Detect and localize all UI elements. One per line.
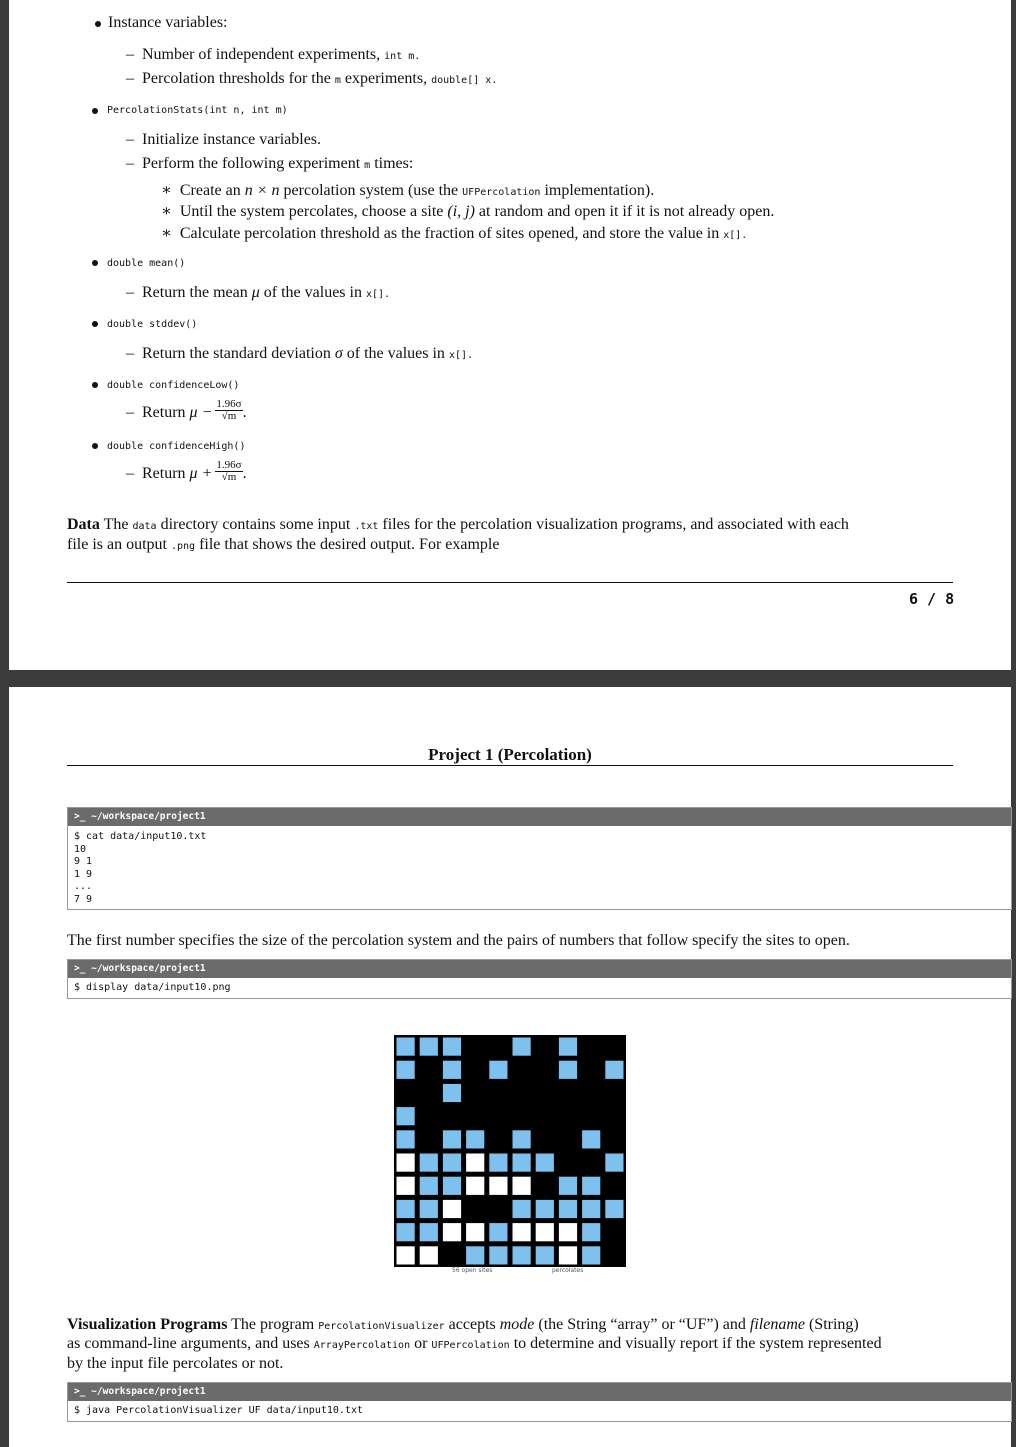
full-site-cell [559, 1038, 577, 1056]
full-site-cell [489, 1061, 507, 1079]
full-site-cell [489, 1246, 507, 1264]
full-site-cell [489, 1223, 507, 1241]
open-site-cell [466, 1223, 484, 1241]
full-site-cell [420, 1154, 438, 1172]
full-site-cell [420, 1038, 438, 1056]
confidence-low-description: – Return μ − $\frac{1.96\sigma}{√m}$ . [126, 398, 247, 422]
confidence-high-description: – Return μ + $\frac{1.96\sigma}{√m}$ . [126, 459, 247, 483]
terminal-output: $ cat data/input10.txt 10 9 1 1 9 ... 7 9 [74, 831, 207, 905]
sub-step: ∗ Until the system percolates, choose a site (i, j) at random and open it if it is not already open. [161, 203, 775, 220]
stddev-signature: double stddev() [107, 319, 198, 330]
instance-variables-heading: Instance variables: [108, 14, 228, 31]
bullet [92, 260, 98, 266]
open-site-cell [513, 1177, 531, 1195]
open-site-cell [397, 1246, 415, 1264]
open-site-cell [420, 1246, 438, 1264]
full-site-cell [536, 1246, 554, 1264]
instance-var-item: – Percolation thresholds for the m experiments, double[] x. [126, 70, 498, 87]
data-paragraph-line2: file is an output .png file that shows the desired output. For example [67, 536, 500, 553]
full-site-cell [443, 1130, 461, 1148]
open-site-cell [443, 1223, 461, 1241]
open-site-cell [559, 1223, 577, 1241]
full-site-cell [397, 1107, 415, 1125]
full-site-cell [443, 1061, 461, 1079]
data-paragraph-line1: Data The data directory contains some input .txt files for the percolation visualization programs, and associated with each [67, 516, 849, 533]
full-site-cell [513, 1130, 531, 1148]
open-site-cell [489, 1177, 507, 1195]
terminal-output: $ java PercolationVisualizer UF data/input10.txt [74, 1405, 363, 1416]
terminal-icon: >_ [74, 1386, 92, 1397]
instance-var-item: – Number of independent experiments, int m. [126, 46, 421, 63]
full-site-cell [582, 1246, 600, 1264]
open-site-cell [466, 1177, 484, 1195]
bullet [92, 321, 98, 327]
full-site-cell [605, 1061, 623, 1079]
sub-step: ∗ Create an n × n percolation system (use the UFPercolation implementation). [161, 182, 655, 199]
open-site-cell [536, 1223, 554, 1241]
full-site-cell [397, 1223, 415, 1241]
confidence-high-signature: double confidenceHigh() [107, 441, 246, 452]
full-site-cell [397, 1061, 415, 1079]
confidence-low-signature: double confidenceLow() [107, 380, 240, 391]
full-site-cell [420, 1223, 438, 1241]
full-site-cell [443, 1154, 461, 1172]
full-site-cell [605, 1154, 623, 1172]
full-site-cell [420, 1177, 438, 1195]
full-site-cell [443, 1177, 461, 1195]
header-rule [67, 765, 953, 766]
full-site-cell [513, 1154, 531, 1172]
terminal-header: >_ ~/workspace/project1 [68, 808, 1011, 826]
full-site-cell [513, 1246, 531, 1264]
full-site-cell [559, 1200, 577, 1218]
full-site-cell [582, 1130, 600, 1148]
terminal-output: $ display data/input10.png [74, 982, 231, 993]
figure-caption-status: percolates [552, 1267, 584, 1274]
full-site-cell [605, 1200, 623, 1218]
mean-description: – Return the mean μ of the values in x[]. [126, 284, 391, 301]
figure-caption-open-sites: 56 open sites [452, 1267, 493, 1274]
percolation-figure [394, 1035, 626, 1275]
bullet [92, 382, 98, 388]
full-site-cell [489, 1154, 507, 1172]
full-site-cell [443, 1084, 461, 1102]
terminal-header: >_ ~/workspace/project1 [68, 960, 1011, 978]
stddev-description: – Return the standard deviation σ of the values in x[]. [126, 345, 474, 362]
full-site-cell [466, 1246, 484, 1264]
page-number: 6 / 8 [909, 590, 955, 608]
terminal-icon: >_ [74, 811, 92, 822]
constructor-item: – Initialize instance variables. [126, 131, 322, 148]
document-page-6 [9, 0, 1011, 670]
full-site-cell [582, 1177, 600, 1195]
full-site-cell [397, 1200, 415, 1218]
full-site-cell [536, 1200, 554, 1218]
footer-rule [67, 582, 953, 583]
mean-signature: double mean() [107, 258, 186, 269]
full-site-cell [466, 1130, 484, 1148]
open-site-cell [397, 1154, 415, 1172]
full-site-cell [536, 1154, 554, 1172]
constructor-item: – Perform the following experiment m times: [126, 155, 414, 172]
full-site-cell [397, 1038, 415, 1056]
open-site-cell [443, 1200, 461, 1218]
full-site-cell [513, 1200, 531, 1218]
terminal-block [67, 1382, 1012, 1422]
bullet [95, 21, 101, 27]
page-header-title: Project 1 (Percolation) [428, 745, 592, 764]
full-site-cell [582, 1223, 600, 1241]
full-site-cell [420, 1200, 438, 1218]
terminal-icon: >_ [74, 963, 92, 974]
document-page-7 [9, 687, 1011, 1447]
full-site-cell [559, 1061, 577, 1079]
full-site-cell [513, 1038, 531, 1056]
viz-paragraph-line3: by the input file percolates or not. [67, 1355, 284, 1372]
terminal-block [67, 959, 1012, 999]
full-site-cell [443, 1038, 461, 1056]
full-site-cell [559, 1177, 577, 1195]
terminal-header: >_ ~/workspace/project1 [68, 1383, 1011, 1401]
viz-paragraph-line1: Visualization Programs The program PercolationVisualizer accepts mode (the String “array” or “UF”) and filename (String) [67, 1316, 859, 1333]
full-site-cell [582, 1200, 600, 1218]
open-site-cell [397, 1177, 415, 1195]
bullet [92, 108, 98, 114]
open-site-cell [513, 1223, 531, 1241]
viz-paragraph-line2: as command-line arguments, and uses ArrayPercolation or UFPercolation to determine and visually report if the system represented [67, 1335, 882, 1352]
explanation-paragraph: The first number specifies the size of the percolation system and the pairs of numbers that follow specify the sites to open. [67, 932, 850, 949]
open-site-cell [466, 1154, 484, 1172]
constructor-signature: PercolationStats(int n, int m) [107, 105, 288, 116]
sub-step: ∗ Calculate percolation threshold as the fraction of sites opened, and store the value in x[]. [161, 225, 748, 242]
open-site-cell [559, 1246, 577, 1264]
full-site-cell [397, 1130, 415, 1148]
terminal-block [67, 807, 1012, 910]
bullet [92, 443, 98, 449]
